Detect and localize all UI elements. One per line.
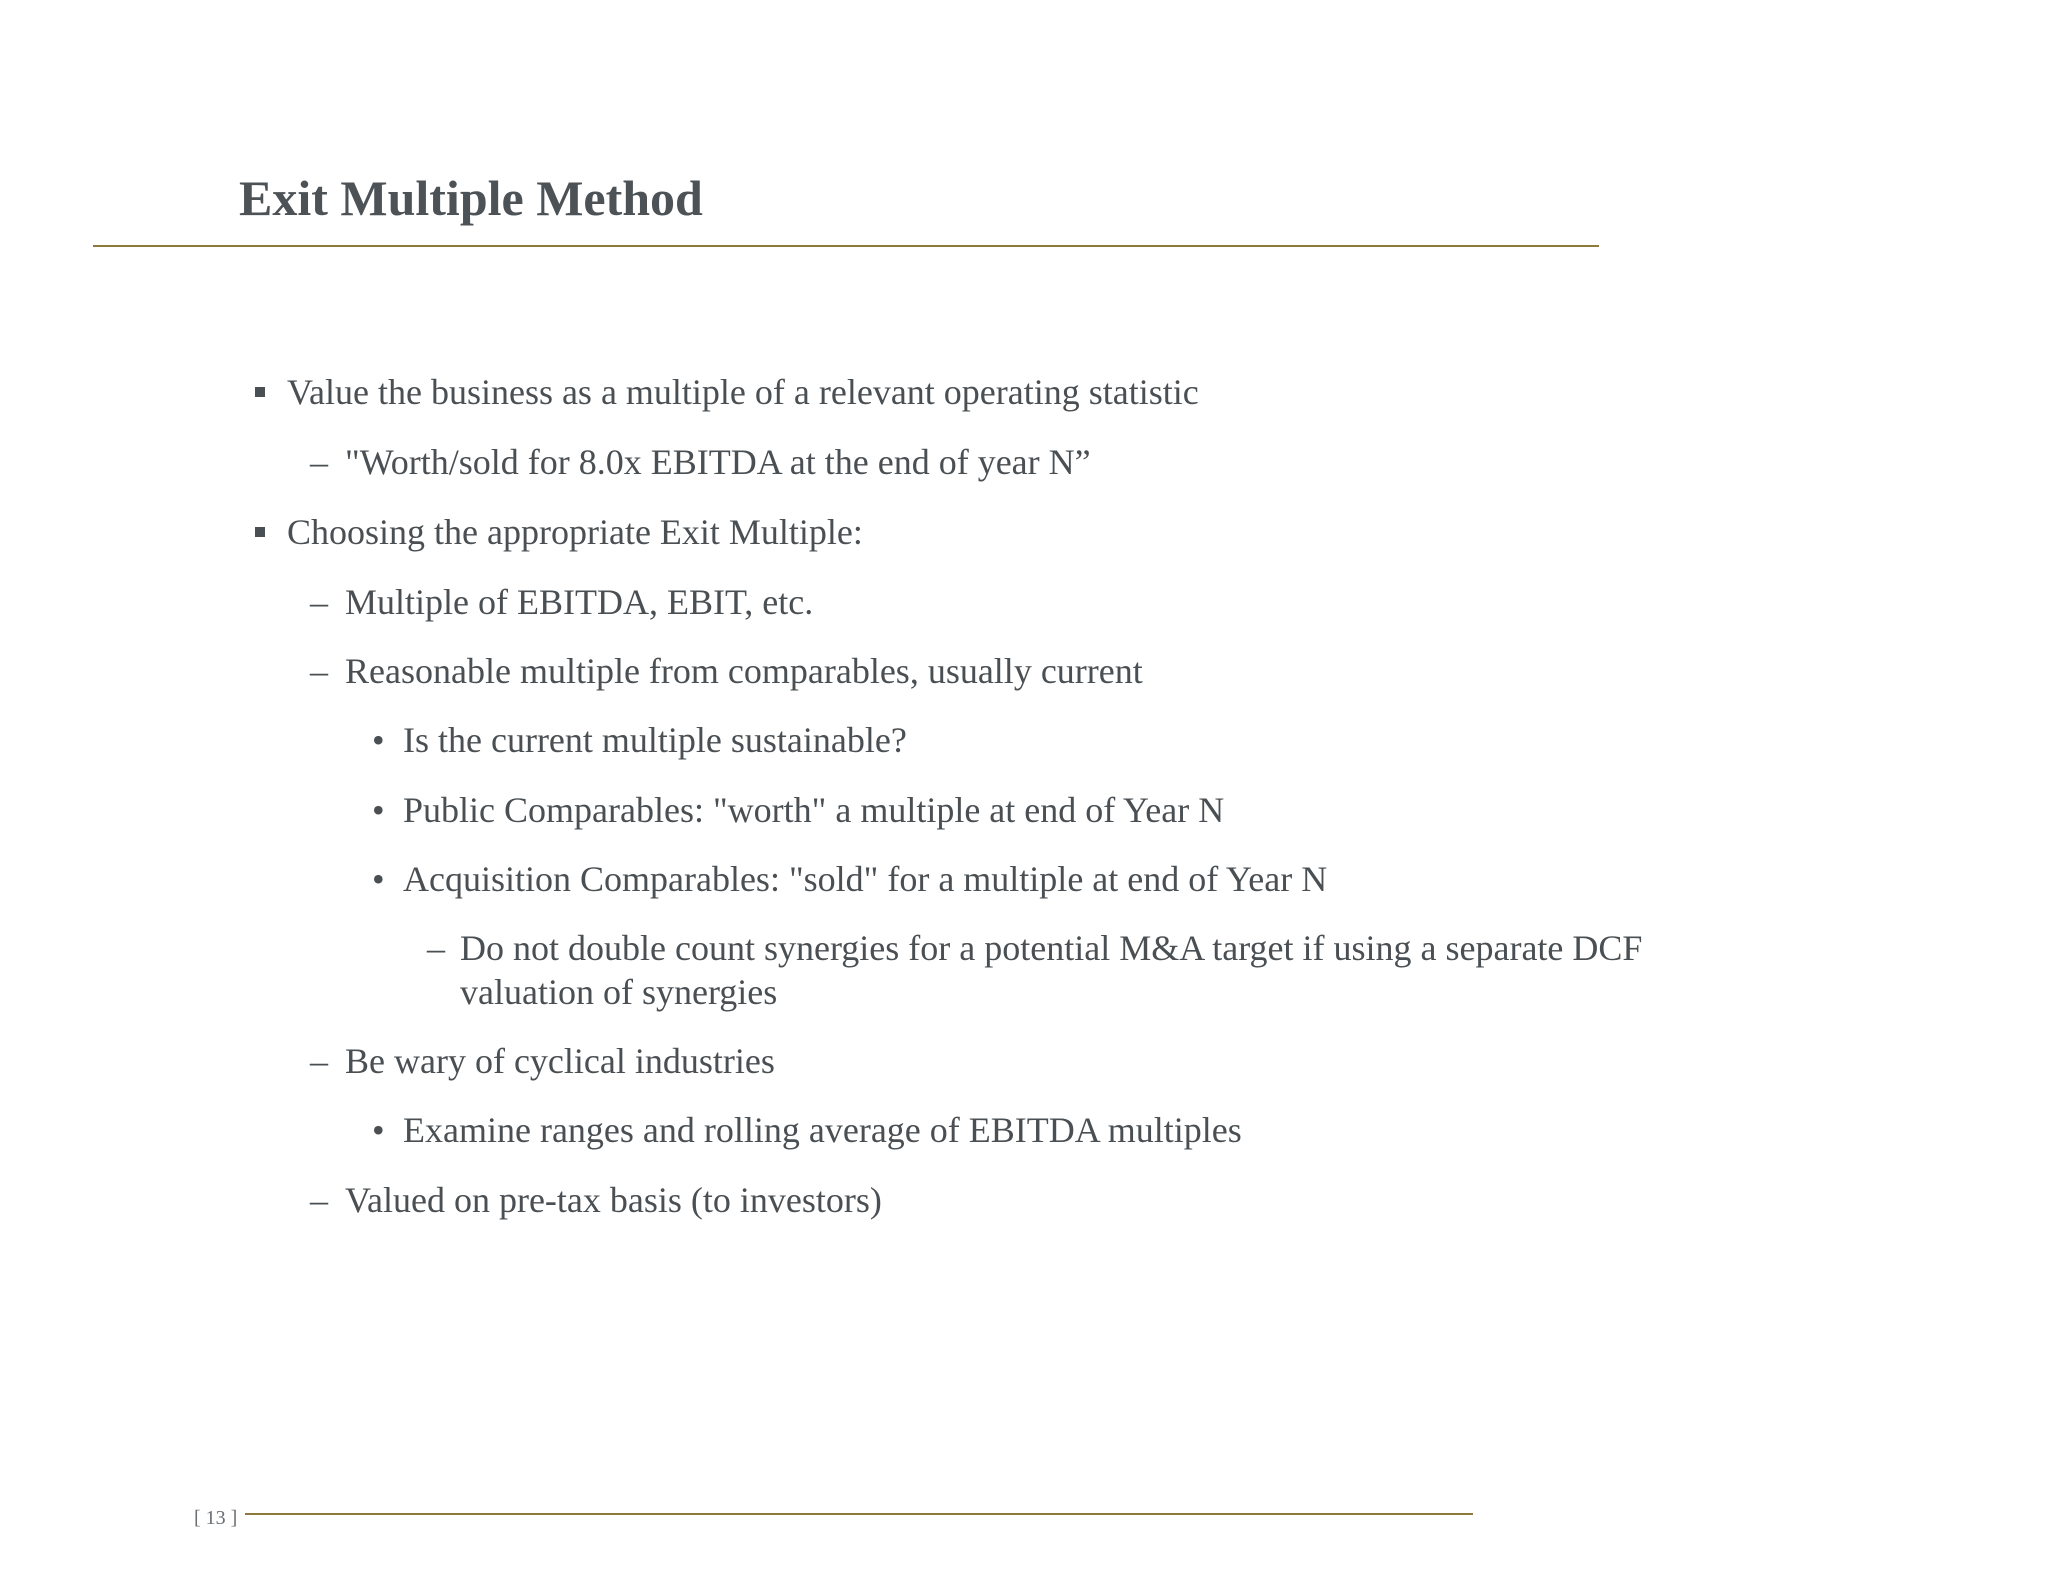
bullet-text: Valued on pre-tax basis (to investors) xyxy=(345,1180,882,1220)
bullet-text: Reasonable multiple from comparables, usually current xyxy=(345,651,1143,691)
bullet-text: Value the business as a multiple of a relevant operating statistic xyxy=(287,372,1199,412)
slide-title: Exit Multiple Method xyxy=(239,170,703,226)
dot-marker: • xyxy=(372,1110,385,1150)
bullet-item xyxy=(0,649,2048,693)
bullet-text: Do not double count synergies for a potential M&A target if using a separate DCF xyxy=(460,928,1643,968)
bullet-text: Is the current multiple sustainable? xyxy=(403,720,907,760)
bullet-item xyxy=(0,1108,2048,1152)
bullet-item xyxy=(0,440,2048,484)
bullet-item xyxy=(0,857,2048,901)
bullet-item xyxy=(0,1039,2048,1083)
bullet-text: Multiple of EBITDA, EBIT, etc. xyxy=(345,582,814,622)
footer-divider xyxy=(245,1513,1473,1515)
square-bullet-icon xyxy=(255,387,265,397)
bullet-text: Choosing the appropriate Exit Multiple: xyxy=(287,512,863,552)
bullet-text: Examine ranges and rolling average of EBITDA multiples xyxy=(403,1110,1242,1150)
dash-marker: – xyxy=(310,442,328,482)
bullet-text: "Worth/sold for 8.0x EBITDA at the end of year N” xyxy=(345,442,1091,482)
bullet-item xyxy=(0,1178,2048,1222)
dash-marker: – xyxy=(427,928,445,968)
bullet-item xyxy=(0,718,2048,762)
dash-marker: – xyxy=(310,582,328,622)
bullet-item xyxy=(0,370,2048,414)
square-bullet-icon xyxy=(255,527,265,537)
dash-marker: – xyxy=(310,1180,328,1220)
page-number: [ 13 ] xyxy=(194,1507,238,1529)
bullet-text: Public Comparables: "worth" a multiple at end of Year N xyxy=(403,790,1225,830)
dash-marker: – xyxy=(310,651,328,691)
dot-marker: • xyxy=(372,720,385,760)
bullet-text-continued: valuation of synergies xyxy=(460,972,778,1012)
bullet-item xyxy=(0,580,2048,624)
dot-marker: • xyxy=(372,859,385,899)
bullet-text: Acquisition Comparables: "sold" for a multiple at end of Year N xyxy=(403,859,1328,899)
bullet-item xyxy=(0,510,2048,554)
bullet-text: Be wary of cyclical industries xyxy=(345,1041,775,1081)
dash-marker: – xyxy=(310,1041,328,1081)
title-divider xyxy=(93,245,1599,247)
bullet-item xyxy=(0,788,2048,832)
dot-marker: • xyxy=(372,790,385,830)
bullet-item xyxy=(0,926,2048,1014)
